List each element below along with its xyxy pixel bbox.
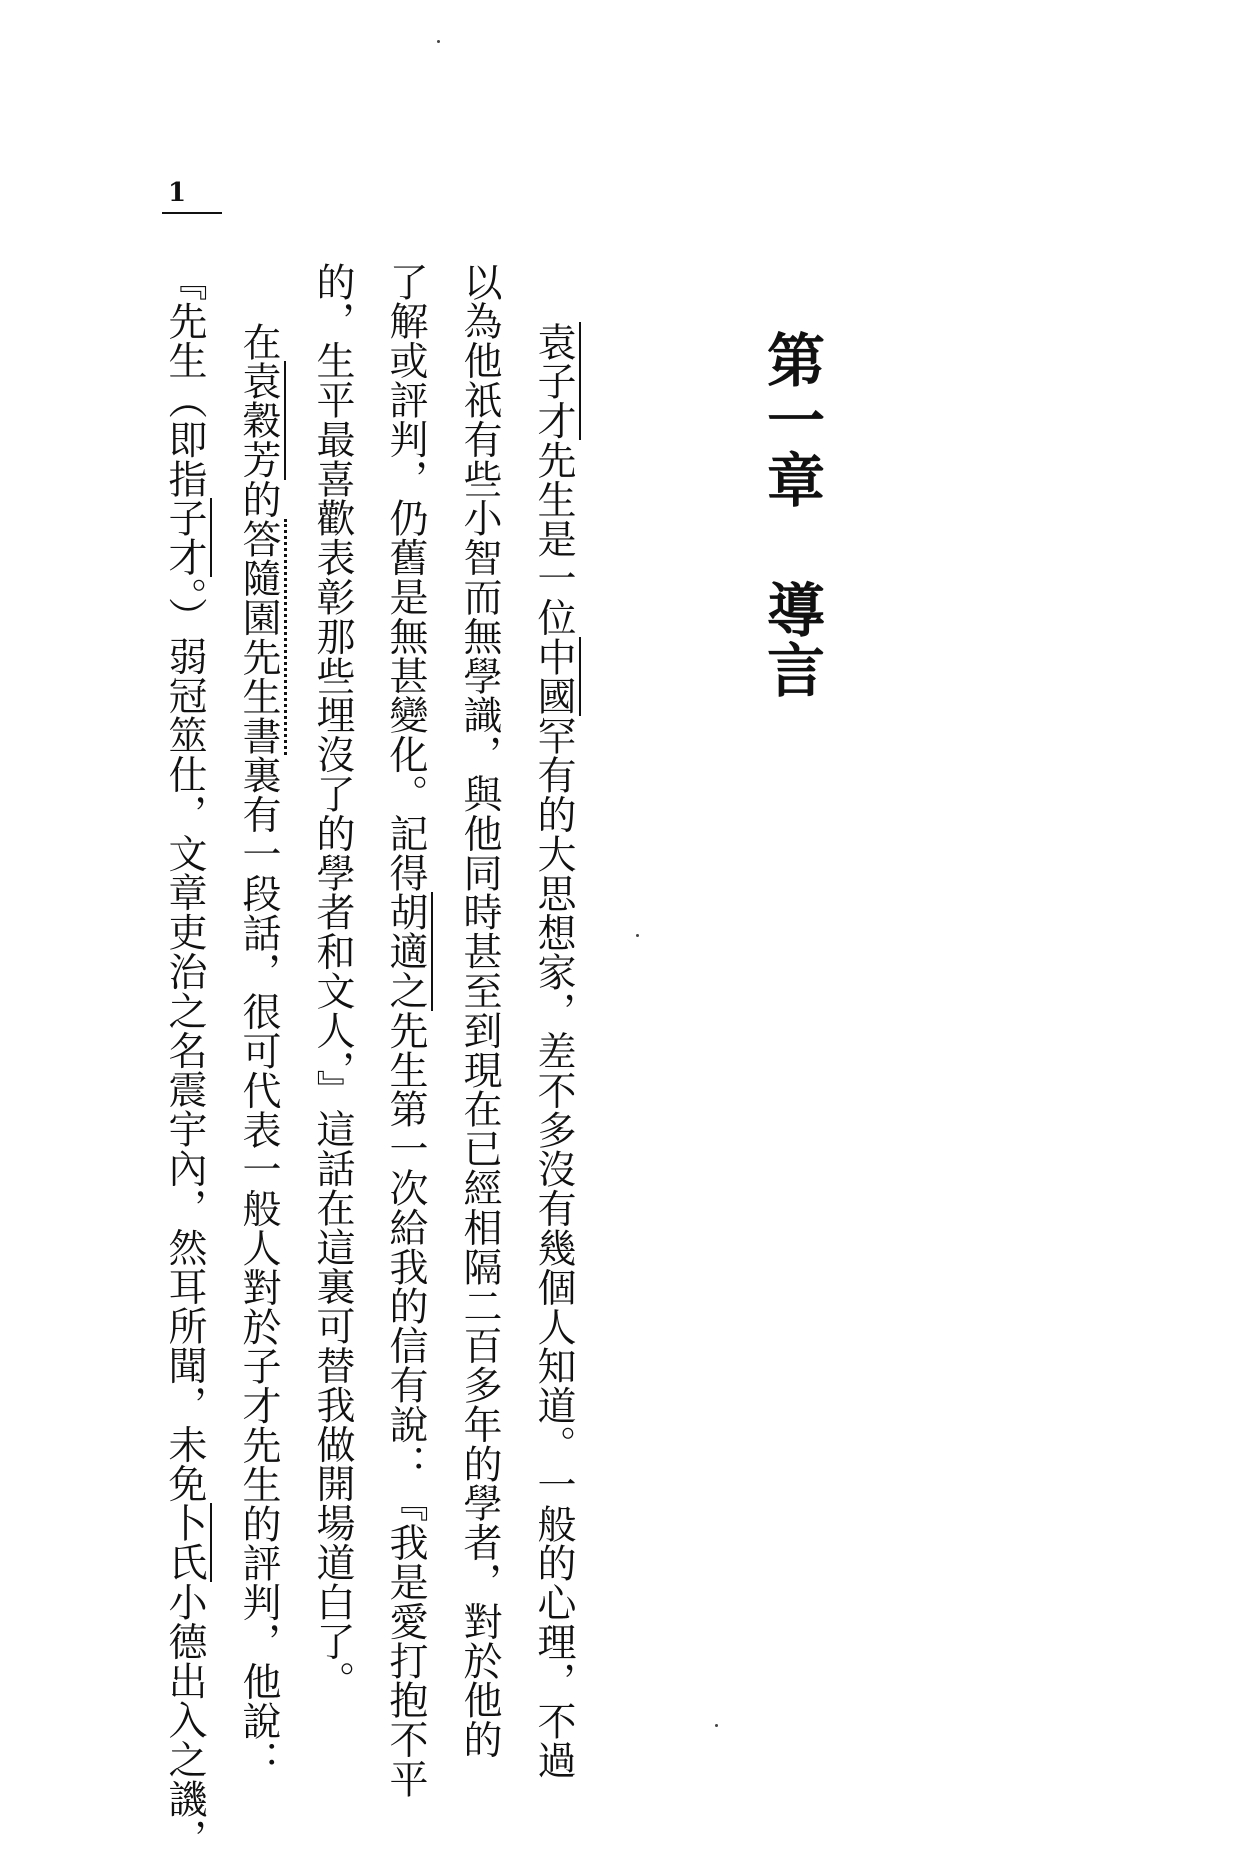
body-text: 的 xyxy=(236,479,281,520)
text-column-1 xyxy=(531,322,576,1780)
body-text: 『先生（即指 xyxy=(162,262,207,499)
body-text: 裏有一段話，很可代表一般人對於子才先生的評判，他說： xyxy=(236,755,281,1780)
scan-speck xyxy=(715,1724,718,1727)
proper-name-text: 中國 xyxy=(531,637,581,716)
body-text: 先生是一位 xyxy=(531,440,576,638)
text-column-3 xyxy=(383,262,428,1799)
proper-name-text: 子才 xyxy=(162,498,212,577)
chapter-title: 導言 xyxy=(757,580,825,700)
book-title-text: 答隨園先生書 xyxy=(236,519,287,755)
page-number: 1 xyxy=(168,178,187,208)
body-text: 了解或評判，仍舊是無甚變化。記得 xyxy=(383,262,428,893)
body-text: 先生第一次給我的信有說：『我是愛打抱不平 xyxy=(383,1010,428,1799)
body-text: 的，生平最喜歡表彰那些埋沒了的學者和文人，』這話在這裏可替我做開場道白了。 xyxy=(310,262,355,1701)
body-text: 。）弱冠筮仕，文章吏治之名震宇內，然耳所聞，未免 xyxy=(162,577,207,1504)
scan-speck xyxy=(636,934,639,937)
body-text: 以為他祇有些小智而無學識，與他同時甚至到現在已經相隔二百多年的學者，對於他的 xyxy=(457,262,502,1760)
body-text: 罕有的大思想家，差不多沒有幾個人知道。一般的心理，不過 xyxy=(531,716,576,1780)
body-text: 小德出入之譏， xyxy=(162,1582,207,1858)
scan-speck xyxy=(437,40,440,43)
text-column-4 xyxy=(310,262,355,1701)
chapter-heading xyxy=(757,330,825,700)
proper-name-text: 卜氏 xyxy=(162,1503,212,1582)
chapter-label: 第一章 xyxy=(757,330,825,510)
body-text: 在 xyxy=(236,322,281,362)
text-column-2 xyxy=(457,262,502,1760)
page-number-rule xyxy=(162,212,222,214)
text-column-6 xyxy=(162,262,207,1858)
proper-name-text: 袁子才 xyxy=(531,322,581,440)
proper-name-text: 袁穀芳 xyxy=(236,361,286,479)
proper-name-text: 胡適之 xyxy=(383,892,433,1010)
text-column-5 xyxy=(236,322,281,1780)
